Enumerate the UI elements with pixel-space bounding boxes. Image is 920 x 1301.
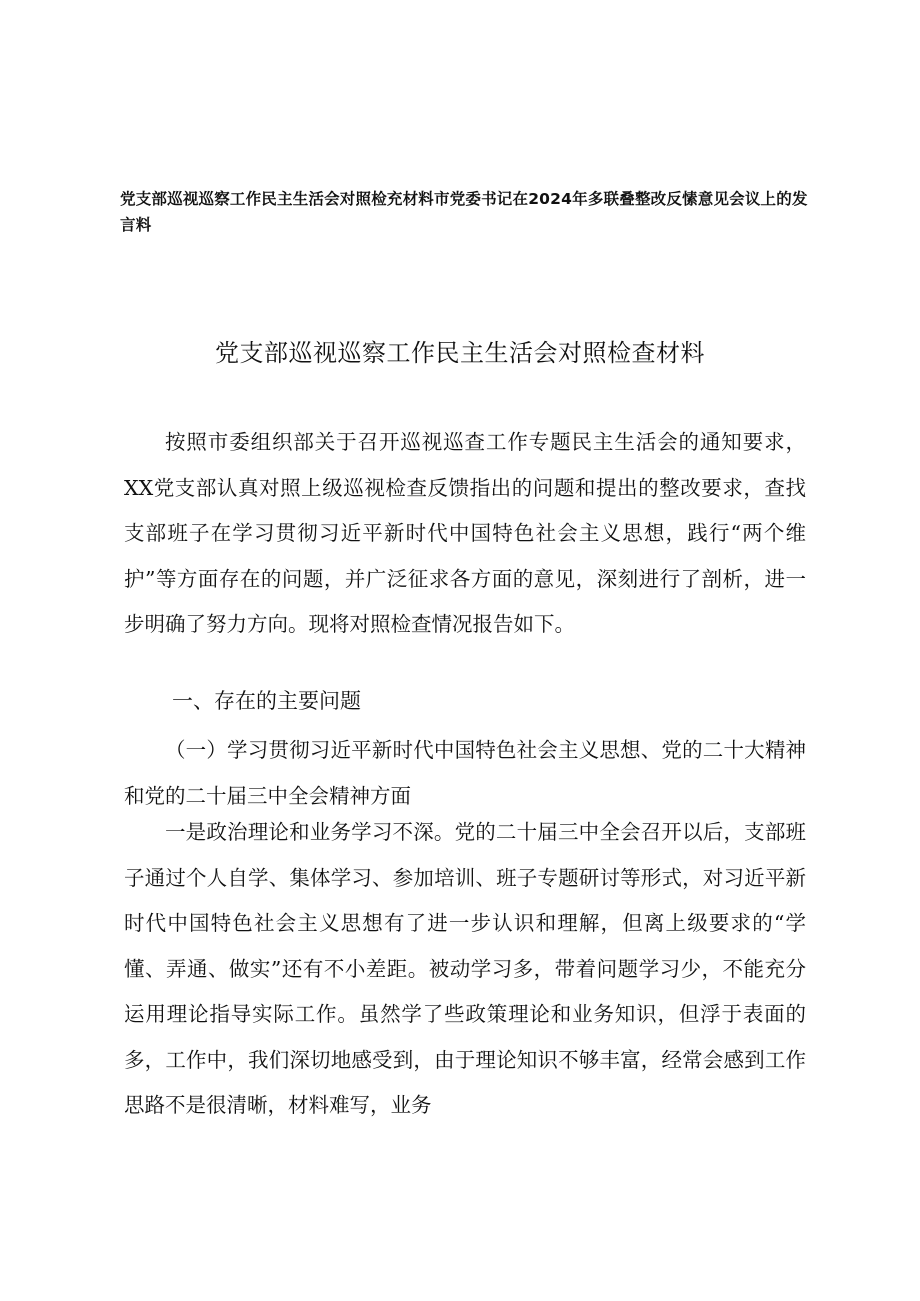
- section-heading: 一、存在的主要问题: [172, 689, 361, 713]
- body-paragraph: 一是政治理论和业务学习不深。党的二十届三中全会召开以后，支部班子通过个人自学、集体学习、参加培训、班子专题研讨等形式，对习近平新时代中国特色社会主义思想有了进一步认识和理解，但离上级要求的“学懂、弄通、做实”还有不小差距。被动学习多，带着问题学习少，不能充分运用理论指导实际工作。虽然学了些政策理论和业务知识，但浮于表面的多，工作中，我们深切地感受到，由于理论知识不够丰富，经常会感到工作思路不是很清晰，材料难写，业务: [124, 820, 806, 1117]
- document-title: 党支部巡视巡察工作民主生活会对照检查材料: [215, 339, 705, 367]
- intro-paragraph: 按照市委组织部关于召开巡视巡查工作专题民主生活会的通知要求，XX党支部认真对照上级巡视检查反馈指出的问题和提出的整改要求，查找支部班子在学习贯彻习近平新时代中国特色社会主义思想，践行“两个维护”等方面存在的问题，并广泛征求各方面的意见，深刻进行了剖析，进一步明确了努力方向。现将对照检查情况报告如下。: [124, 430, 806, 636]
- subsection-heading: （一）学习贯彻习近平新时代中国特色社会主义思想、党的二十大精神和党的二十届三中全会精神方面: [124, 738, 806, 808]
- document-header-title: 党支部巡视巡察工作民主生活会对照检充材料市党委书记在2024年多联叠整改反愫意见会议上的发言料: [120, 190, 808, 234]
